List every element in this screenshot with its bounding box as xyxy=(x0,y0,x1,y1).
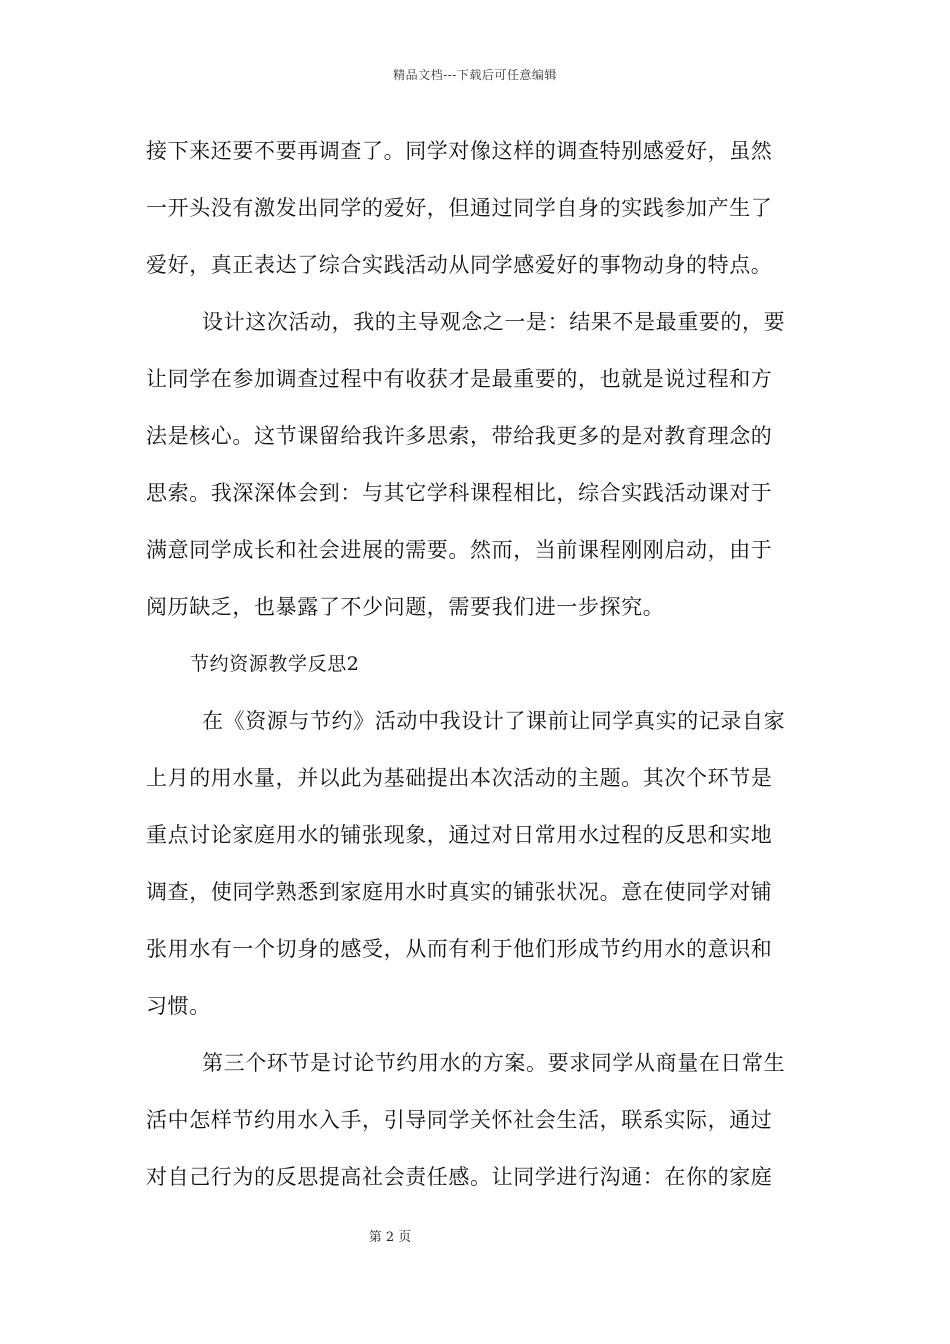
paragraph-2 xyxy=(146,299,806,630)
text-line: 在《资源与节约》活动中我设计了课前让同学真实的记录自家 xyxy=(202,709,786,733)
text-line: 满意同学成长和社会进展的需要。然而，当前课程刚刚启动，由于 xyxy=(146,538,773,562)
section-heading xyxy=(146,641,806,687)
text-line: 第三个环节是讨论节约用水的方案。要求同学从商量在日常生 xyxy=(202,1051,786,1075)
text-line: 习惯。 xyxy=(146,994,211,1018)
section-heading-text: 节约资源教学反思2 xyxy=(190,653,360,675)
text-line: 接下来还要不要再调查了。同学对像这样的调查特别感爱好，虽然 xyxy=(146,139,773,163)
paragraph-1 xyxy=(146,128,806,288)
text-line: 一开头没有激发出同学的爱好，但通过同学自身的实践参加产生了 xyxy=(146,196,773,220)
text-line: 活中怎样节约用水入手，引导同学关怀社会生活，联系实际，通过 xyxy=(146,1108,773,1132)
text-line: 法是核心。这节课留给我许多思索，带给我更多的是对教育理念的 xyxy=(146,424,773,448)
text-line: 重点讨论家庭用水的铺张现象，通过对日常用水过程的反思和实地 xyxy=(146,823,773,847)
text-line: 让同学在参加调查过程中有收获才是最重要的，也就是说过程和方 xyxy=(146,367,773,391)
paragraph-4 xyxy=(146,1040,806,1200)
page-header: 精品文档---下载后可任意编辑 xyxy=(393,68,557,82)
text-line: 张用水有一个切身的感受，从而有利于他们形成节约用水的意识和 xyxy=(146,937,773,961)
document-body xyxy=(146,128,806,1211)
text-line: 思索。我深深体会到：与其它学科课程相比，综合实践活动课对于 xyxy=(146,481,773,505)
page-number: 第 2 页 xyxy=(368,1230,412,1245)
text-line: 阅历缺乏，也暴露了不少问题，需要我们进一步探究。 xyxy=(146,595,665,619)
text-line: 设计这次活动，我的主导观念之一是：结果不是最重要的，要 xyxy=(202,310,786,334)
text-line: 上月的用水量，并以此为基础提出本次活动的主题。其次个环节是 xyxy=(146,766,773,790)
paragraph-3 xyxy=(146,698,806,1029)
text-line: 调查，使同学熟悉到家庭用水时真实的铺张状况。意在使同学对铺 xyxy=(146,880,773,904)
text-line: 对自己行为的反思提高社会责任感。让同学进行沟通：在你的家庭 xyxy=(146,1165,773,1189)
text-line: 爱好，真正表达了综合实践活动从同学感爱好的事物动身的特点。 xyxy=(146,253,773,277)
